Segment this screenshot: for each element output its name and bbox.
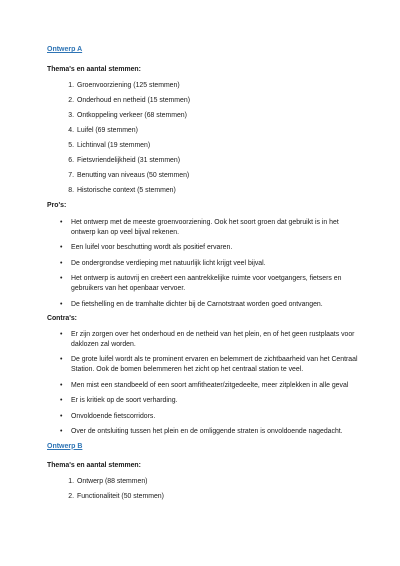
section-b-themes-heading: Thema's en aantal stemmen:	[47, 461, 141, 469]
theme-item: 1. Groenvoorziening (125 stemmen)	[68, 82, 180, 89]
pro-item: • De fietshelling en de tramhalte dichter bij de Carnotstraat worden goed ontvangen.	[60, 300, 323, 308]
bullet-icon: •	[60, 275, 63, 283]
section-a-themes-list	[47, 82, 360, 195]
bullet-icon: •	[60, 259, 63, 267]
section-b-themes-list	[47, 478, 360, 501]
section-a-themes-heading: Thema's en aantal stemmen:	[47, 66, 141, 73]
theme-item: 8. Historische context (5 stemmen)	[68, 187, 176, 194]
bullet-icon: •	[60, 356, 63, 364]
bullet-icon: •	[60, 331, 63, 339]
con-item: • Onvoldoende fietscorridors.	[60, 412, 156, 420]
bullet-icon: •	[60, 397, 63, 405]
bullet-icon: •	[60, 300, 63, 308]
pros-list	[47, 218, 360, 309]
theme-item: 1. Ontwerp (88 stemmen)	[68, 477, 148, 485]
theme-item: 4. Luifel (69 stemmen)	[68, 127, 138, 134]
con-item: • De grote luifel wordt als te prominent ervaren en belemmert de zichtbaarheid van het Centraal Station. Ook de bomen belemmeren het zicht op het centraal station te veel.	[60, 356, 358, 373]
pros-heading: Pro's:	[47, 202, 67, 209]
pro-item: • Een luifel voor beschutting wordt als positief ervaren.	[60, 244, 233, 252]
theme-item: 3. Ontkoppeling verkeer (68 stemmen)	[68, 112, 187, 119]
theme-item: 5. Lichtinval (19 stemmen)	[68, 142, 151, 149]
cons-list	[47, 330, 360, 437]
con-item: • Er is kritiek op de soort verharding.	[60, 397, 178, 405]
bullet-icon: •	[60, 428, 63, 436]
bullet-icon: •	[60, 412, 63, 420]
bullet-icon: •	[60, 244, 63, 252]
con-item: • Over de ontsluiting tussen het plein en de omliggende straten is onvoldoende nagedacht.	[60, 428, 343, 436]
pro-item: • Het ontwerp is autovrij en creëert een aantrekkelijke ruimte voor voetgangers, fietsers en gebruikers van het openbaar vervoer.	[60, 275, 342, 292]
theme-item: 2. Onderhoud en netheid (15 stemmen)	[68, 97, 190, 104]
pro-item: • Het ontwerp met de meeste groenvoorziening. Ook het soort groen dat gebruikt is in het ontwerp kan op veel bijval rekenen.	[60, 219, 339, 236]
bullet-icon: •	[60, 219, 63, 226]
theme-item: 2. Functionaliteit (50 stemmen)	[68, 492, 164, 500]
con-item: • Er zijn zorgen over het onderhoud en de netheid van het plein, en of het geen rustplaats voor daklozen zal worden.	[60, 331, 355, 348]
theme-item: 6. Fietsvriendelijkheid (31 stemmen)	[68, 157, 181, 164]
pro-item: • De ondergrondse verdieping met natuurlijk licht krijgt veel bijval.	[60, 259, 266, 267]
theme-item: 7. Benutting van niveaus (50 stemmen)	[68, 172, 190, 179]
cons-heading: Contra's:	[47, 315, 77, 323]
section-a-title[interactable]: Ontwerp A	[47, 46, 83, 53]
bullet-icon: •	[60, 381, 63, 389]
section-b-title[interactable]: Ontwerp B	[47, 442, 83, 450]
con-item: • Men mist een standbeeld of een soort amfitheater/zitgedeelte, meer zitplekken in alle geval	[60, 381, 349, 389]
